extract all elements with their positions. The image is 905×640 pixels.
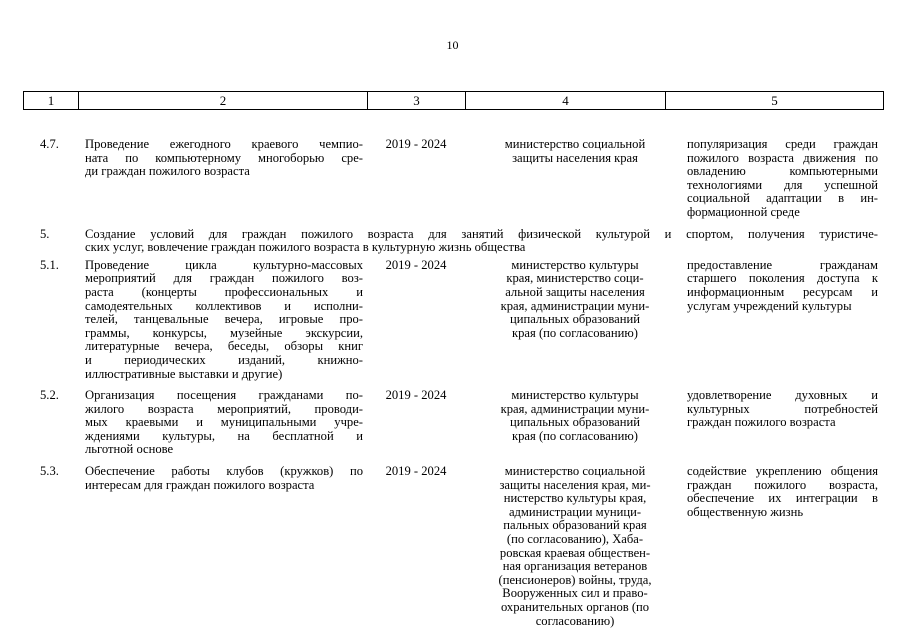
row-result: содействие укреплению общения граждан пожилого возраста, обеспечение их интеграции в общественную жизнь [687,464,878,519]
column-number-3: 3 [368,92,466,109]
column-number-header [23,91,884,110]
row-period: 2019 - 2024 [385,388,447,403]
row-activity: Обеспечение работы клубов (кружков) по интересам для граждан пожилого возраста [85,464,363,492]
row-executor: министерство культуры края, министерство соци- альной защиты населения края, администрации муни- ципальных образований края (по согласованию) [500,257,650,340]
table-row [23,259,884,381]
row-activity: Проведение цикла культурно-массовых мероприятий для граждан пожилого воз- раста (концерты профессиональных и самодеятельных коллективов и исполни- телей, танцевальные вечера, игровые про- граммы, конкурсы, музейные экскурсии, литературные вечера, беседы, обзоры книг и периодических изданий, книжно- иллюстративные выставки и другие) [85,257,363,381]
section-title: Создание условий для граждан пожилого возраста для занятий физической культурой и спортом, получения туристиче- ских услуг, вовлечение граждан пожилого возраста в культурную жизнь общества [85,226,878,255]
column-number-5: 5 [771,92,778,108]
row-result: популяризация среди граждан пожилого возраста движения по овладению компьютерными технологиями для успешной социальной адаптации в ин- формационной среде [687,137,878,219]
column-number-1: 1 [24,92,79,109]
row-activity: Организация посещения гражданами по- жилого возраста мероприятий, проводи- мых краевыми и муниципальными учре- ждениями культуры, на бесплатной и льготной основе [85,388,363,457]
row-number: 5.3. [40,464,59,479]
row-executor: министерство культуры края, администрации муни- ципальных образований края (по согласованию) [500,388,650,443]
column-number-4: 4 [466,92,666,109]
row-number: 5.2. [40,388,59,403]
row-result: предоставление гражданам старшего поколения доступа к информационным ресурсам и услугам учреждений культуры [687,257,878,313]
measures-table [23,138,884,636]
row-executor: министерство социальной защиты населения края [504,137,646,165]
table-row [23,389,884,457]
row-period: 2019 - 2024 [385,464,447,479]
table-row [23,465,884,628]
row-executor: министерство социальной защиты населения края, ми- нистерство культуры края, администрации муници- пальных образований края (по согласованию), Хаба- ровская краевая обществен- ная организация ветеранов (пенсионеров) войны, труда, Вооруженных сил и право- охранительных органов (по согласованию) [498,464,652,628]
row-number: 5.1. [40,257,59,272]
row-period: 2019 - 2024 [385,257,447,272]
section-number: 5. [40,226,50,241]
column-number-2: 2 [79,92,368,109]
row-activity: Проведение ежегодного краевого чемпио- ната по компьютерному многоборью сре- ди граждан пожилого возраста [85,137,363,179]
row-number: 4.7. [40,137,59,151]
row-result: удовлетворение духовных и культурных потребностей граждан пожилого возраста [687,388,878,430]
section-row [23,228,884,255]
page-number: 10 [446,38,459,52]
table-row [23,138,884,220]
row-period: 2019 - 2024 [385,137,447,151]
